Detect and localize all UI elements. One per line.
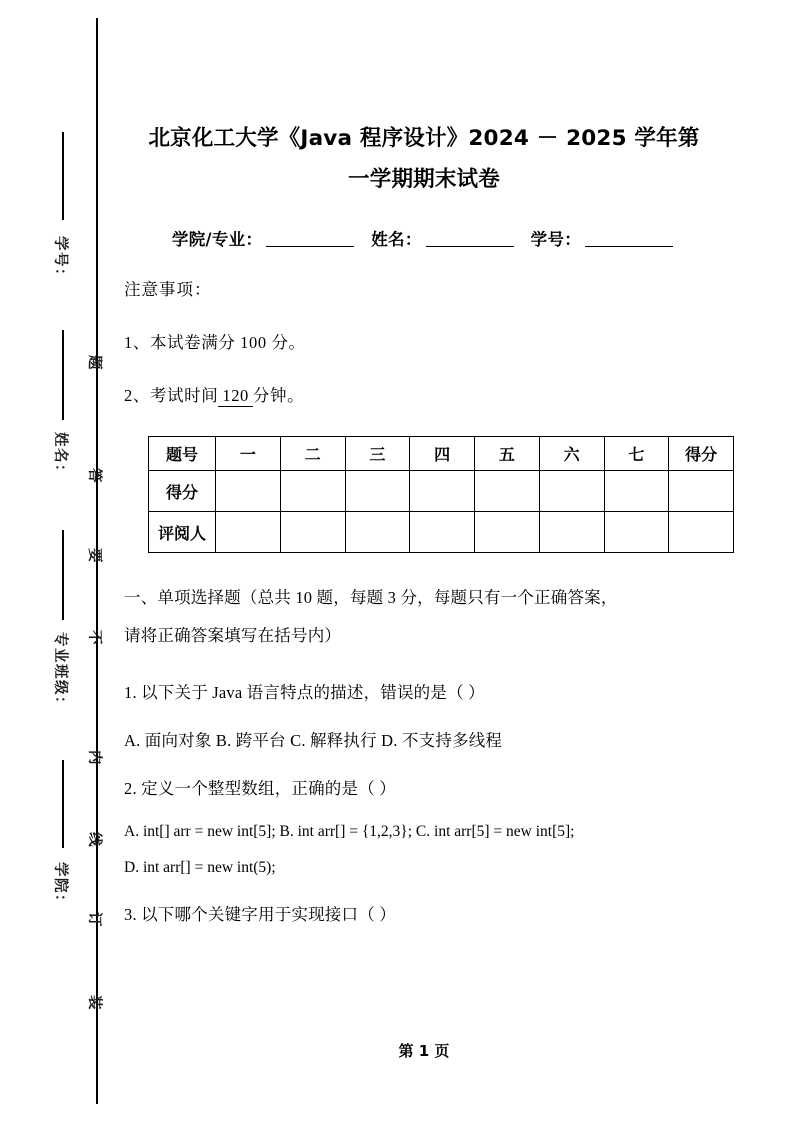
reviewer-cell[interactable] [280, 512, 345, 553]
page-title [124, 0, 724, 200]
reviewer-cell[interactable] [604, 512, 669, 553]
notice-item-total-score: 1、本试卷满分 100 分。 [124, 333, 306, 352]
question-1-options: A. 面向对象 B. 跨平台 C. 解释执行 D. 不支持多线程 [124, 731, 503, 750]
score-table [148, 436, 734, 553]
binding-warning-char-ti: 题 [86, 355, 102, 370]
reviewer-cell[interactable] [669, 512, 734, 553]
college-major-blank[interactable] [266, 231, 354, 247]
question-2-options-line-2: D. int arr[] = new int(5); [124, 859, 276, 876]
student-id-label: 学号： [530, 230, 582, 249]
question-3-stem: 3. 以下哪个关键字用于实现接口（ ） [124, 905, 396, 924]
binding-warning-char-yao: 要 [86, 548, 102, 563]
exam-content [124, 0, 724, 1122]
question-1-stem: 1. 以下关于 Java 语言特点的描述，错误的是（ ） [124, 683, 485, 702]
binding-label-student-id: 学号： [52, 236, 68, 284]
notice-heading: 注意事项： [124, 280, 212, 299]
binding-label-name: 姓名： [52, 432, 68, 480]
question-2-stem: 2. 定义一个整型数组，正确的是（ ） [124, 779, 396, 798]
binding-outer-rule-segment [62, 330, 64, 420]
reviewer-row-label: 评阅人 [149, 512, 216, 553]
student-info-line [124, 200, 724, 250]
reviewer-cell[interactable] [216, 512, 281, 553]
page-title-line-1: 北京化工大学《Java 程序设计》2024 － 2025 学年第 [148, 126, 700, 151]
section-one-heading-line-1: 一、单项选择题（总共 10 题，每题 3 分，每题只有一个正确答案， [124, 588, 618, 607]
name-label: 姓名： [371, 230, 422, 249]
binding-warning-char-zhuang: 装 [86, 995, 102, 1010]
reviewer-cell[interactable] [410, 512, 475, 553]
binding-warning-char-ding: 订 [86, 912, 102, 927]
table-row [149, 471, 734, 512]
binding-margin [0, 0, 110, 1122]
table-row [149, 437, 734, 471]
score-cell[interactable] [669, 471, 734, 512]
binding-warning-char-bu: 不 [86, 630, 102, 645]
score-table-header-cell: 六 [539, 437, 604, 471]
binding-outer-rule-segment [62, 760, 64, 848]
score-cell[interactable] [410, 471, 475, 512]
duration-value: 120 [218, 386, 253, 407]
score-table-header-cell: 得分 [669, 437, 734, 471]
reviewer-cell[interactable] [475, 512, 540, 553]
score-cell[interactable] [539, 471, 604, 512]
binding-outer-rule-segment [62, 132, 64, 220]
page-title-line-2: 一学期期末试卷 [348, 167, 500, 192]
page-footer: 第 1 页 [398, 1042, 450, 1060]
binding-warning-char-xian: 线 [86, 832, 102, 847]
score-table-container [124, 407, 724, 553]
score-table-header-cell: 七 [604, 437, 669, 471]
duration-prefix: 2、考试时间 [124, 386, 219, 405]
reviewer-cell[interactable] [345, 512, 410, 553]
score-table-header-cell: 三 [345, 437, 410, 471]
binding-warning-char-da: 答 [86, 468, 102, 483]
section-one-heading-line-2: 请将正确答案填写在括号内） [124, 626, 342, 645]
binding-label-college: 学院： [52, 862, 68, 910]
section-one-heading [124, 553, 724, 655]
duration-suffix: 分钟。 [252, 386, 305, 405]
score-cell[interactable] [280, 471, 345, 512]
score-cell[interactable] [475, 471, 540, 512]
table-row [149, 512, 734, 553]
notice-item-duration [124, 353, 724, 407]
score-cell[interactable] [345, 471, 410, 512]
score-table-header-cell: 五 [475, 437, 540, 471]
question-2-options-line-1: A. int[] arr = new int[5]; B. int arr[] = {1,2,3}; C. int arr[5] = new int[5]; [124, 823, 575, 840]
score-cell[interactable] [604, 471, 669, 512]
binding-warning-char-nei: 内 [86, 750, 102, 765]
score-table-header-cell: 题号 [149, 437, 216, 471]
score-row-label: 得分 [149, 471, 216, 512]
student-id-blank[interactable] [585, 231, 673, 247]
score-table-header-cell: 二 [280, 437, 345, 471]
college-major-label: 学院/专业： [171, 230, 263, 249]
score-cell[interactable] [216, 471, 281, 512]
binding-label-class: 专业班级： [52, 632, 68, 712]
reviewer-cell[interactable] [539, 512, 604, 553]
name-blank[interactable] [426, 231, 514, 247]
score-table-header-cell: 四 [410, 437, 475, 471]
score-table-header-cell: 一 [216, 437, 281, 471]
binding-outer-rule-segment [62, 530, 64, 620]
